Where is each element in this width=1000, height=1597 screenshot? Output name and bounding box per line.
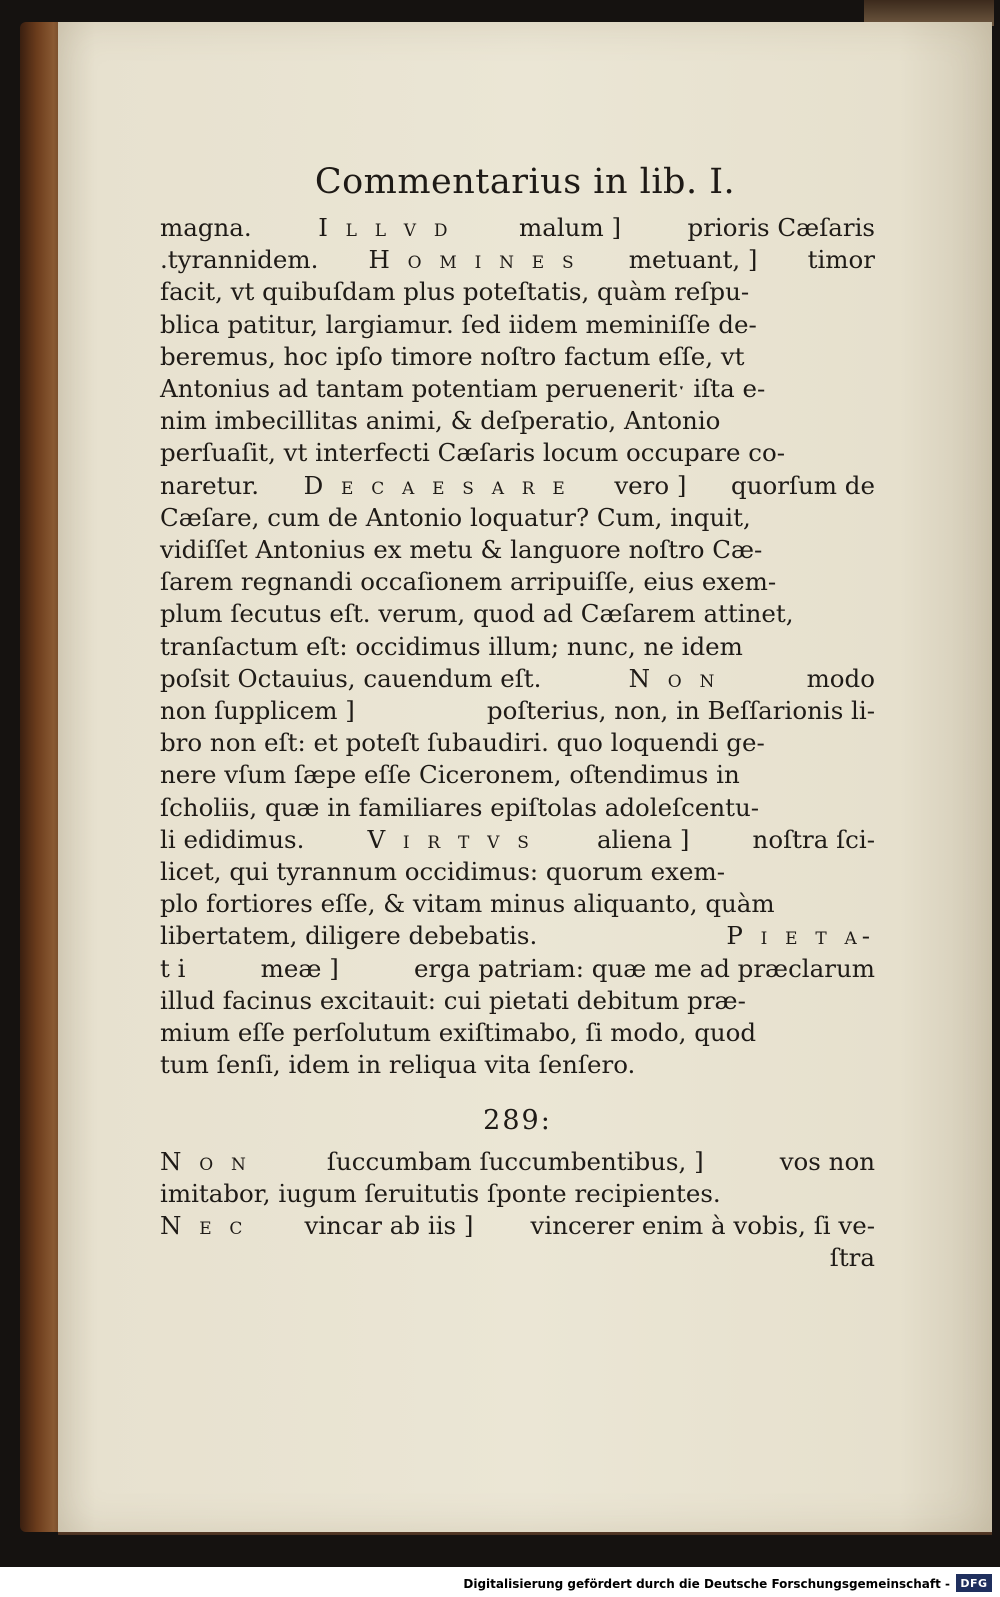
text-line [160, 759, 875, 791]
text-block-a [160, 212, 875, 1081]
text-segment: vos non [779, 1146, 875, 1176]
text-segment: vincerer enim à vobis, ſi ve- [530, 1211, 875, 1241]
catchword: ſtra [829, 1243, 875, 1273]
text-segment: perſuaſit, vt interfecti Cæſaris locum occupare co- [160, 438, 786, 468]
text-segment: beremus, hoc ipſo timore noſtro factum eſſe, vt [160, 341, 745, 371]
text-segment: prioris Cæſaris [687, 213, 875, 242]
text-segment: Cæſare, cum de Antonio loquatur? Cum, inquit, [160, 502, 751, 532]
text-line [160, 598, 875, 630]
text-segment: timor [807, 245, 875, 275]
text-line [160, 695, 875, 727]
text-segment: licet, qui tyrannum occidimus: quorum exem- [160, 857, 725, 887]
text-segment: meæ ] [260, 953, 339, 983]
page-body-text [160, 212, 875, 1275]
text-segment: noſtra ſci- [752, 824, 875, 854]
text-segment: illud facinus excitauit: cui pietati debitum præ- [160, 985, 746, 1015]
text-segment: modo [806, 663, 875, 693]
text-line [160, 405, 875, 437]
text-line [160, 534, 875, 566]
text-segment: N e c [160, 1211, 248, 1241]
text-line [160, 502, 875, 534]
text-segment: metuant, ] [628, 245, 758, 275]
text-segment: erga patriam: quæ me ad præclarum [413, 953, 875, 983]
text-segment: naretur. [160, 470, 260, 500]
text-line [160, 566, 875, 598]
text-segment: .tyrannidem. [160, 245, 319, 275]
text-line [160, 1017, 875, 1049]
text-line [160, 373, 875, 405]
running-header: Commentarius in lib. I. [314, 162, 736, 202]
text-segment: P i e t a- [726, 921, 875, 951]
text-line [160, 792, 875, 824]
text-segment: V i r t v s [367, 824, 534, 854]
text-segment: H o m i n e s [368, 245, 579, 275]
text-segment: mium eſſe perſolutum exiſtimabo, ſi modo, quod [160, 1018, 757, 1048]
text-segment: vincar ab iis ] [304, 1211, 474, 1241]
text-segment: tranſactum eſt: occidimus illum; nunc, ne idem [160, 631, 743, 661]
text-line [160, 1146, 875, 1178]
text-segment: N o n [628, 663, 720, 693]
text-block-b [160, 1146, 875, 1243]
text-segment: malum ] [519, 213, 622, 242]
text-segment: I l l v d [318, 213, 453, 242]
text-segment: N o n [160, 1146, 251, 1176]
text-segment: plo fortiores eſſe, & vitam minus aliquanto, quàm [160, 889, 775, 919]
text-line [160, 920, 875, 952]
text-line [160, 1210, 875, 1242]
text-line [160, 727, 875, 759]
text-line [160, 437, 875, 469]
text-segment: non ſupplicem ] [160, 696, 355, 726]
text-line [160, 276, 875, 308]
text-segment: ſuccumbam ſuccumbentibus, ] [326, 1146, 704, 1176]
text-line [160, 244, 875, 276]
text-line [160, 856, 875, 888]
text-segment: blica patitur, largiamur. ſed iidem meminiſſe de- [160, 309, 757, 339]
text-segment: imitabor, iugum ſeruitutis ſponte recipientes. [160, 1178, 721, 1208]
text-segment: ſcholiis, quæ in familiares epiſtolas adoleſcentu- [160, 792, 760, 822]
text-line [160, 953, 875, 985]
text-line [160, 341, 875, 373]
text-line [160, 470, 875, 502]
text-segment: vero ] [614, 470, 687, 500]
text-line [160, 985, 875, 1017]
text-segment: bro non eſt: et poteſt ſubaudiri. quo loquendi ge- [160, 728, 765, 758]
text-line [160, 212, 875, 244]
section-number: 289: [483, 1105, 552, 1137]
text-segment: aliena ] [596, 824, 690, 854]
text-segment: nim imbecillitas animi, & deſperatio, Antonio [160, 406, 721, 436]
text-segment: poſsit Octauius, cauendum eſt. [160, 663, 542, 693]
text-segment: t i [160, 953, 186, 983]
text-segment: libertatem, diligere debebatis. [160, 921, 538, 951]
dfg-logo: DFG [956, 1574, 992, 1592]
text-line [160, 1049, 875, 1081]
text-line [160, 663, 875, 695]
text-segment: Antonius ad tantam potentiam perueneritˑ iſta e- [160, 374, 766, 404]
text-segment: ſarem regnandi occaſionem arripuiſſe, eius exem- [160, 567, 777, 597]
text-segment: nere vſum ſæpe eſſe Ciceronem, oſtendimus in [160, 760, 740, 790]
digitization-footer [0, 1567, 1000, 1597]
text-segment: tum ſenſi, idem in reliqua vita ſenſero. [160, 1050, 636, 1080]
text-line [160, 631, 875, 663]
text-segment: vidiſſet Antonius ex metu & languore noſtro Cæ- [160, 535, 763, 565]
text-line [160, 309, 875, 341]
text-segment: quorſum de [731, 470, 875, 500]
text-segment: D e c a e s a r e [303, 470, 570, 500]
funding-credit: Digitalisierung gefördert durch die Deutsche Forschungsgemeinschaft - [463, 1577, 950, 1591]
text-segment: plum ſecutus eſt. verum, quod ad Cæſarem attinet, [160, 599, 794, 629]
text-segment: li edidimus. [160, 824, 305, 854]
text-segment: magna. [160, 213, 252, 242]
text-line [160, 1178, 875, 1210]
text-segment: facit, vt quibuſdam plus poteſtatis, quàm reſpu- [160, 277, 750, 307]
text-line [160, 888, 875, 920]
text-line [160, 824, 875, 856]
text-segment: poſterius, non, in Beſſarionis li- [486, 696, 875, 726]
